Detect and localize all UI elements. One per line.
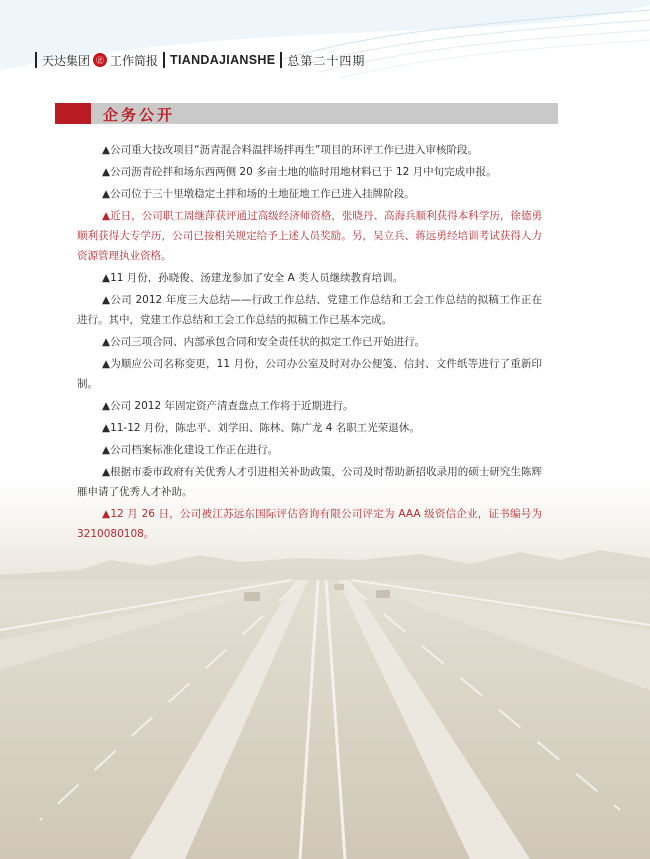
- header-divider: [163, 52, 165, 68]
- news-item: ▲公司三项合同、内部承包合同和安全责任状的拟定工作已开始进行。: [102, 336, 426, 348]
- news-item: ▲公司档案标准化建设工作正在进行。: [102, 444, 279, 456]
- news-item: ▲11-12 月份，陈忠平、刘学田、陈林、陈广龙 4 名职工光荣退休。: [102, 422, 420, 434]
- news-item: ▲11 月份，孙晓俊、汤建龙参加了安全 A 类人员继续教育培训。: [102, 272, 404, 284]
- header-wave-decoration: [0, 0, 650, 90]
- header-divider: [280, 52, 282, 68]
- news-item: ▲根据市委市政府有关优秀人才引进相关补助政策，公司及时帮助新招收录用的硕士研究生陈辉雁申请了优秀人才补助。: [77, 466, 542, 498]
- news-item: ▲公司 2012 年度三大总结——行政工作总结、党建工作总结和工会工作总结的拟稿工作正在进行。其中，党建工作总结和工会工作总结的拟稿工作已基本完成。: [77, 294, 542, 326]
- running-header: [30, 50, 365, 70]
- news-item: ▲公司 2012 年固定资产清查盘点工作将于近期进行。: [102, 400, 354, 412]
- news-item-highlighted: ▲12 月 26 日，公司被江苏远东国际评估咨询有限公司评定为 AAA 级资信企业，证书编号为 3210080108。: [77, 508, 542, 540]
- section-title: 企务公开: [103, 106, 176, 124]
- news-item: ▲公司重大技改项目“沥青混合料温拌场拌再生”项目的环评工作已进入审核阶段。: [102, 144, 478, 156]
- section-accent-block: [55, 103, 91, 124]
- section-banner: [55, 103, 558, 124]
- news-item: ▲为顺应公司名称变更，11 月份，公司办公室及时对办公便笺、信封、文件纸等进行了重新印制。: [77, 358, 542, 390]
- issue-number: 总第二十四期: [287, 53, 366, 68]
- group-logo-icon: ㊣: [93, 53, 107, 67]
- header-divider: [35, 52, 37, 68]
- news-item: ▲公司沥青砼拌和场东西两侧 20 多亩土地的临时用地材料已于 12 月中旬完成申报。: [102, 166, 497, 178]
- article-body: [77, 140, 542, 546]
- news-item-highlighted: ▲近日，公司职工周继萍获评通过高级经济师资格，张晓丹、高海兵顺利获得本科学历，徐德勇顺利获得大专学历，公司已按相关规定给予上述人员奖励。另，吴立兵、蒋远勇经培训考试获得人力资源管理执业资格。: [77, 210, 542, 262]
- news-item: ▲公司位于三十里墩稳定土拌和场的土地征地工作已进入挂牌阶段。: [102, 188, 415, 200]
- english-title: TIANDAJIANSHE: [170, 53, 276, 67]
- group-name: 天达集团: [42, 53, 91, 68]
- brief-title: 工作简报: [110, 53, 159, 68]
